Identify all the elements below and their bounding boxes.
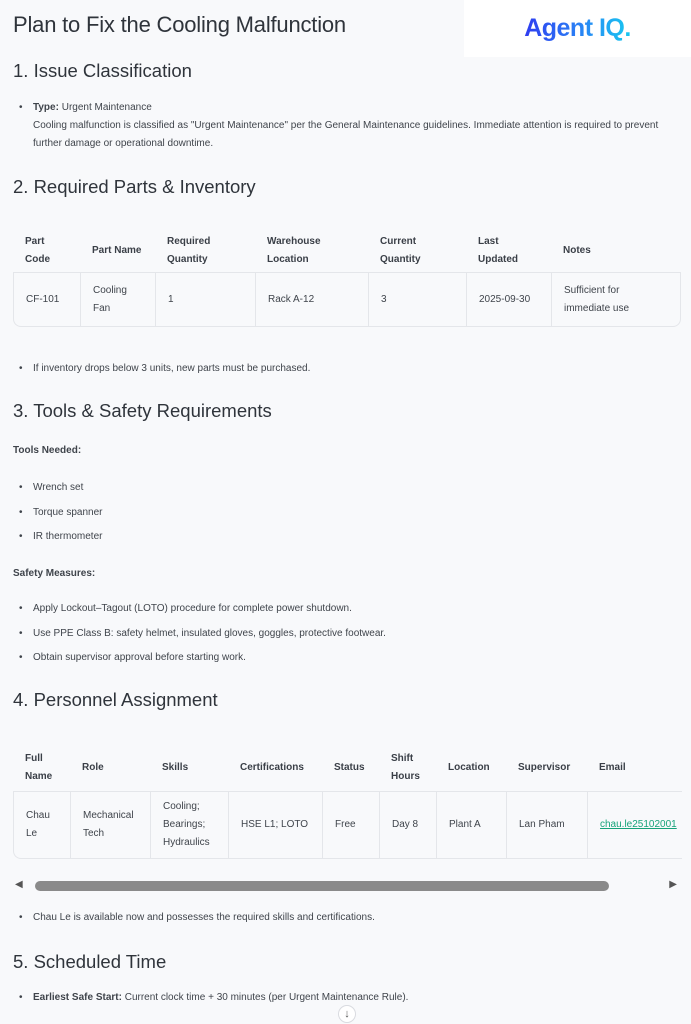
column-header: Skills [162,762,189,773]
column-header: Email [599,762,626,773]
list-item: • Chau Le is available now and possesses the required skills and certifications. [13,909,375,927]
column-header: Supervisor [518,762,571,773]
cell: Mechanical Tech [70,791,150,859]
column-header: Warehouse Location [267,236,321,265]
column-header: Part Name [92,245,142,256]
email-link[interactable]: chau.le25102001 [600,819,677,830]
arrow-down-icon: ↓ [344,1008,350,1020]
section-heading: 4. Personnel Assignment [13,689,218,710]
column-header: Part Code [25,236,50,265]
section-heading: 5. Scheduled Time [13,951,167,972]
scroll-down-button[interactable] [338,1005,356,1023]
column-header: Current Quantity [380,236,421,265]
column-header: Last Updated [478,236,518,265]
cell: 1 [155,272,255,327]
cell: Day 8 [379,791,436,859]
column-header: Required Quantity [167,236,211,265]
type-description: Cooling malfunction is classified as "Urgent Maintenance" per the General Maintenance guidelines. Immediate attention is required to prevent further damage or operational downtime. [33,120,659,149]
column-header: Shift Hours [391,753,420,782]
list-item: • Torque spanner [13,504,103,522]
cell: Rack A-12 [255,272,368,327]
cell: Chau Le [13,791,70,859]
table-header-row [13,745,682,791]
section-heading: 3. Tools & Safety Requirements [13,400,272,421]
scrollbar-thumb[interactable] [35,881,609,891]
type-label: Type: [33,102,59,113]
cell: Cooling; Bearings; Hydraulics [150,791,228,859]
column-header: Notes [563,245,591,256]
section-heading: 2. Required Parts & Inventory [13,176,256,197]
list-item: • Obtain supervisor approval before starting work. [13,649,386,667]
column-header: Status [334,762,365,773]
cell: Sufficient for immediate use [551,272,681,327]
agent-iq-logo: Agent IQ. [464,0,691,57]
list-item: • Use PPE Class B: safety helmet, insulated gloves, goggles, protective footwear. [13,625,386,643]
scroll-right-icon[interactable]: ▶ [669,879,677,890]
cell: Lan Pham [506,791,587,859]
personnel-table [13,745,682,859]
column-header: Location [448,762,490,773]
tools-label: Tools Needed: [13,445,82,456]
inventory-note [13,360,310,378]
table-row [13,791,682,859]
horizontal-scrollbar[interactable] [13,877,681,895]
list-item [13,99,683,153]
cell: HSE L1; LOTO [228,791,322,859]
tools-list [13,479,103,546]
parts-table [13,230,682,327]
cell: 2025-09-30 [466,272,551,327]
table-row [13,272,681,327]
list-item: • Apply Lockout–Tagout (LOTO) procedure for complete power shutdown. [13,600,386,618]
type-value: Urgent Maintenance [58,102,152,113]
cell: Cooling Fan [80,272,155,327]
column-header: Certifications [240,762,304,773]
list-item: • If inventory drops below 3 units, new parts must be purchased. [13,360,310,378]
list-item: • Wrench set [13,479,103,497]
column-header: Role [82,762,104,773]
safety-label: Safety Measures: [13,568,96,579]
safety-list [13,600,386,667]
page-title: Plan to Fix the Cooling Malfunction [13,12,346,37]
cell: 3 [368,272,466,327]
classification-list [13,99,683,153]
cell: CF-101 [13,272,80,327]
column-header: Full Name [25,753,53,782]
start-label: Earliest Safe Start: [33,992,122,1003]
cell: Plant A [436,791,506,859]
section-heading: 1. Issue Classification [13,60,192,81]
table-header-row [13,230,681,272]
cell: Free [322,791,379,859]
personnel-note [13,909,375,927]
scroll-left-icon[interactable]: ◀ [15,879,23,890]
list-item: • IR thermometer [13,528,103,546]
start-value: Current clock time + 30 minutes (per Urgent Maintenance Rule). [121,992,409,1003]
